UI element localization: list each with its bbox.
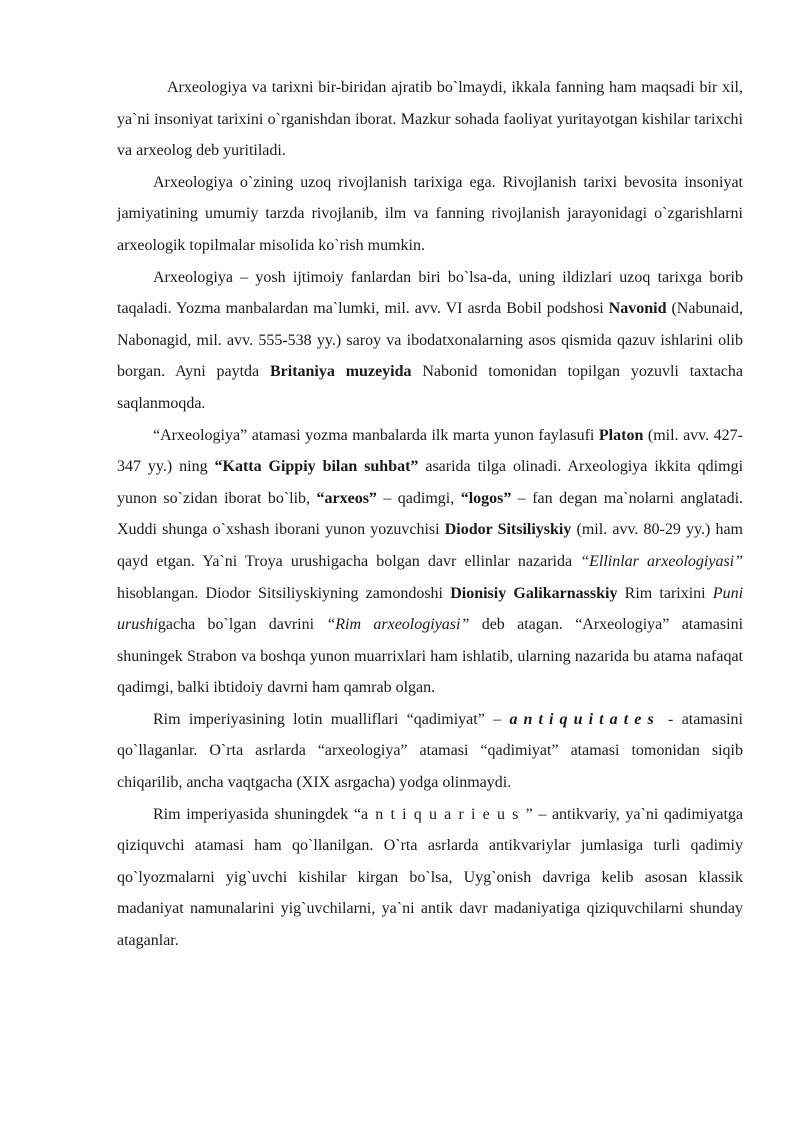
paragraph-3-text-2: (Nabunaid, Nabonagid, mil. avv. 555-538 yy.) saroy va ibodatxonalarning asos qismida qazuv ishlarini olib borgan. Ayni paytda bbox=[117, 300, 743, 381]
paragraph-4-text-8: Rim tarixini bbox=[617, 584, 713, 602]
paragraph-4-text-7: hisoblangan. Diodor Sitsiliyskiyning zamondoshi bbox=[117, 584, 451, 602]
term-britaniya-muzeyi: Britaniya muzeyida bbox=[269, 363, 412, 381]
term-katta-gippiy: “Katta Gippiy bilan suhbat” bbox=[214, 458, 419, 476]
term-platon: Platon bbox=[598, 426, 644, 444]
paragraph-4-text-9: gacha bo`lgan davrini bbox=[157, 616, 327, 634]
paragraph-1 bbox=[117, 72, 743, 167]
paragraph-5-text-1: Rim imperiyasining lotin mualliflari “qadimiyat” – bbox=[153, 710, 510, 728]
term-ellinlar-arxeologiyasi: “Ellinlar arxeologiyasi” bbox=[580, 552, 744, 570]
term-navonid: Navonid bbox=[608, 300, 667, 318]
paragraph-6 bbox=[117, 799, 743, 957]
paragraph-1-text: Arxeologiya va tarixni bir-biridan ajratib bo`lmaydi, ikkala fanning ham maqsadi bir xil, ya`ni insoniyat tarixini o`rganishdan iborat. Mazkur sohada faoliyat yuritayotgan kishilar tarixchi va arxeolog deb yuritiladi. bbox=[117, 79, 743, 160]
term-dionisiy: Dionisiy Galikarnasskiy bbox=[450, 584, 618, 602]
paragraph-4-text-3: asarida tilga olinadi. Arxeologiya ikkita qdimgi yunon so`zidan iborat bo`lib, bbox=[117, 458, 744, 507]
paragraph-2 bbox=[117, 167, 743, 262]
paragraph-6-text-1: Rim imperiyasida shuningdek “ bbox=[153, 805, 361, 823]
paragraph-6-text-2: ” – antikvariy, ya`ni qadimiyatga qiziquvchi atamasi ham qo`llanilgan. O`rta asrlarda antikvariylar jumlasiga turli qadimiy qo`lyozmalarni yig`uvchi kishilar kirgan bo`lsa, Uyg`onish davriga kelib asosan klassik madaniyat namunalarini yig`uvchilarni, ya`ni antik davr madaniyatiga qiziquvchilarni shunday ataganlar. bbox=[117, 805, 744, 950]
paragraph-3 bbox=[117, 262, 743, 420]
paragraph-3-text-1: Arxeologiya – yosh ijtimoiy fanlardan biri bo`lsa-da, uning ildizlari uzoq tarixga borib taqaladi. Yozma manbalardan ma`lumki, mil. avv. VI asrda Bobil podshosi bbox=[117, 268, 743, 318]
term-rim-arxeologiyasi: “Rim arxeologiyasi” bbox=[326, 616, 470, 634]
paragraph-3-text-3: Nabonid tomonidan topilgan yozuvli taxtacha saqlanmoqda. bbox=[117, 363, 744, 412]
paragraph-4-text-1: “Arxeologiya” atamasi yozma manbalarda ilk marta yunon faylasufi bbox=[153, 426, 599, 444]
paragraph-5 bbox=[117, 704, 743, 799]
document-page bbox=[117, 72, 743, 957]
paragraph-4-text-4: – qadimgi, bbox=[376, 489, 461, 507]
term-diodor: Diodor Sitsiliyskiy bbox=[444, 521, 572, 539]
paragraph-4-text-10: deb atagan. “Arxeologiya” atamasini shuningek Strabon va boshqa yunon muarrixlari ham ishlatib, ularning nazarida bu atama nafaqat qadimgi, balki ibtidoiy davrni ham qamrab olgan. bbox=[117, 616, 744, 697]
term-arxeos: “arxeos” bbox=[316, 489, 377, 507]
paragraph-4 bbox=[117, 420, 743, 704]
paragraph-4-text-5: – fan degan ma`nolarni anglatadi. Xuddi shunga o`xshash iborani yunon yozuvchisi bbox=[117, 489, 744, 539]
term-logos: “logos” bbox=[460, 489, 512, 507]
term-antiquarieus: antiquarieus bbox=[360, 805, 526, 823]
paragraph-4-text-6: (mil. avv. 80-29 yy.) ham qayd etgan. Ya`ni Troya urushigacha bolgan davr ellinlar nazarida bbox=[117, 521, 744, 570]
paragraph-5-text-2: - atamasini qo`llaganlar. O`rta asrlarda “arxeologiya” atamasi “qadimiyat” atamasi tomonidan siqib chiqarilib, ancha vaqtgacha (XIX asrgacha) yodga olinmaydi. bbox=[117, 710, 743, 792]
paragraph-4-text-2: (mil. avv. 427-347 yy.) ning bbox=[117, 426, 744, 476]
paragraph-2-text: Arxeologiya o`zining uzoq rivojlanish tarixiga ega. Rivojlanish tarixi bevosita insoniyat jamiyatining umumiy tarzda rivojlanib, ilm va fanning rivojlanish jarayonidagi o`zgarishlarni arxeologik topilmalar misolida ko`rish mumkin. bbox=[117, 173, 743, 254]
term-puni-urushi: Puni urushi bbox=[117, 584, 744, 634]
term-antiquitates: antiquitates bbox=[509, 710, 660, 728]
